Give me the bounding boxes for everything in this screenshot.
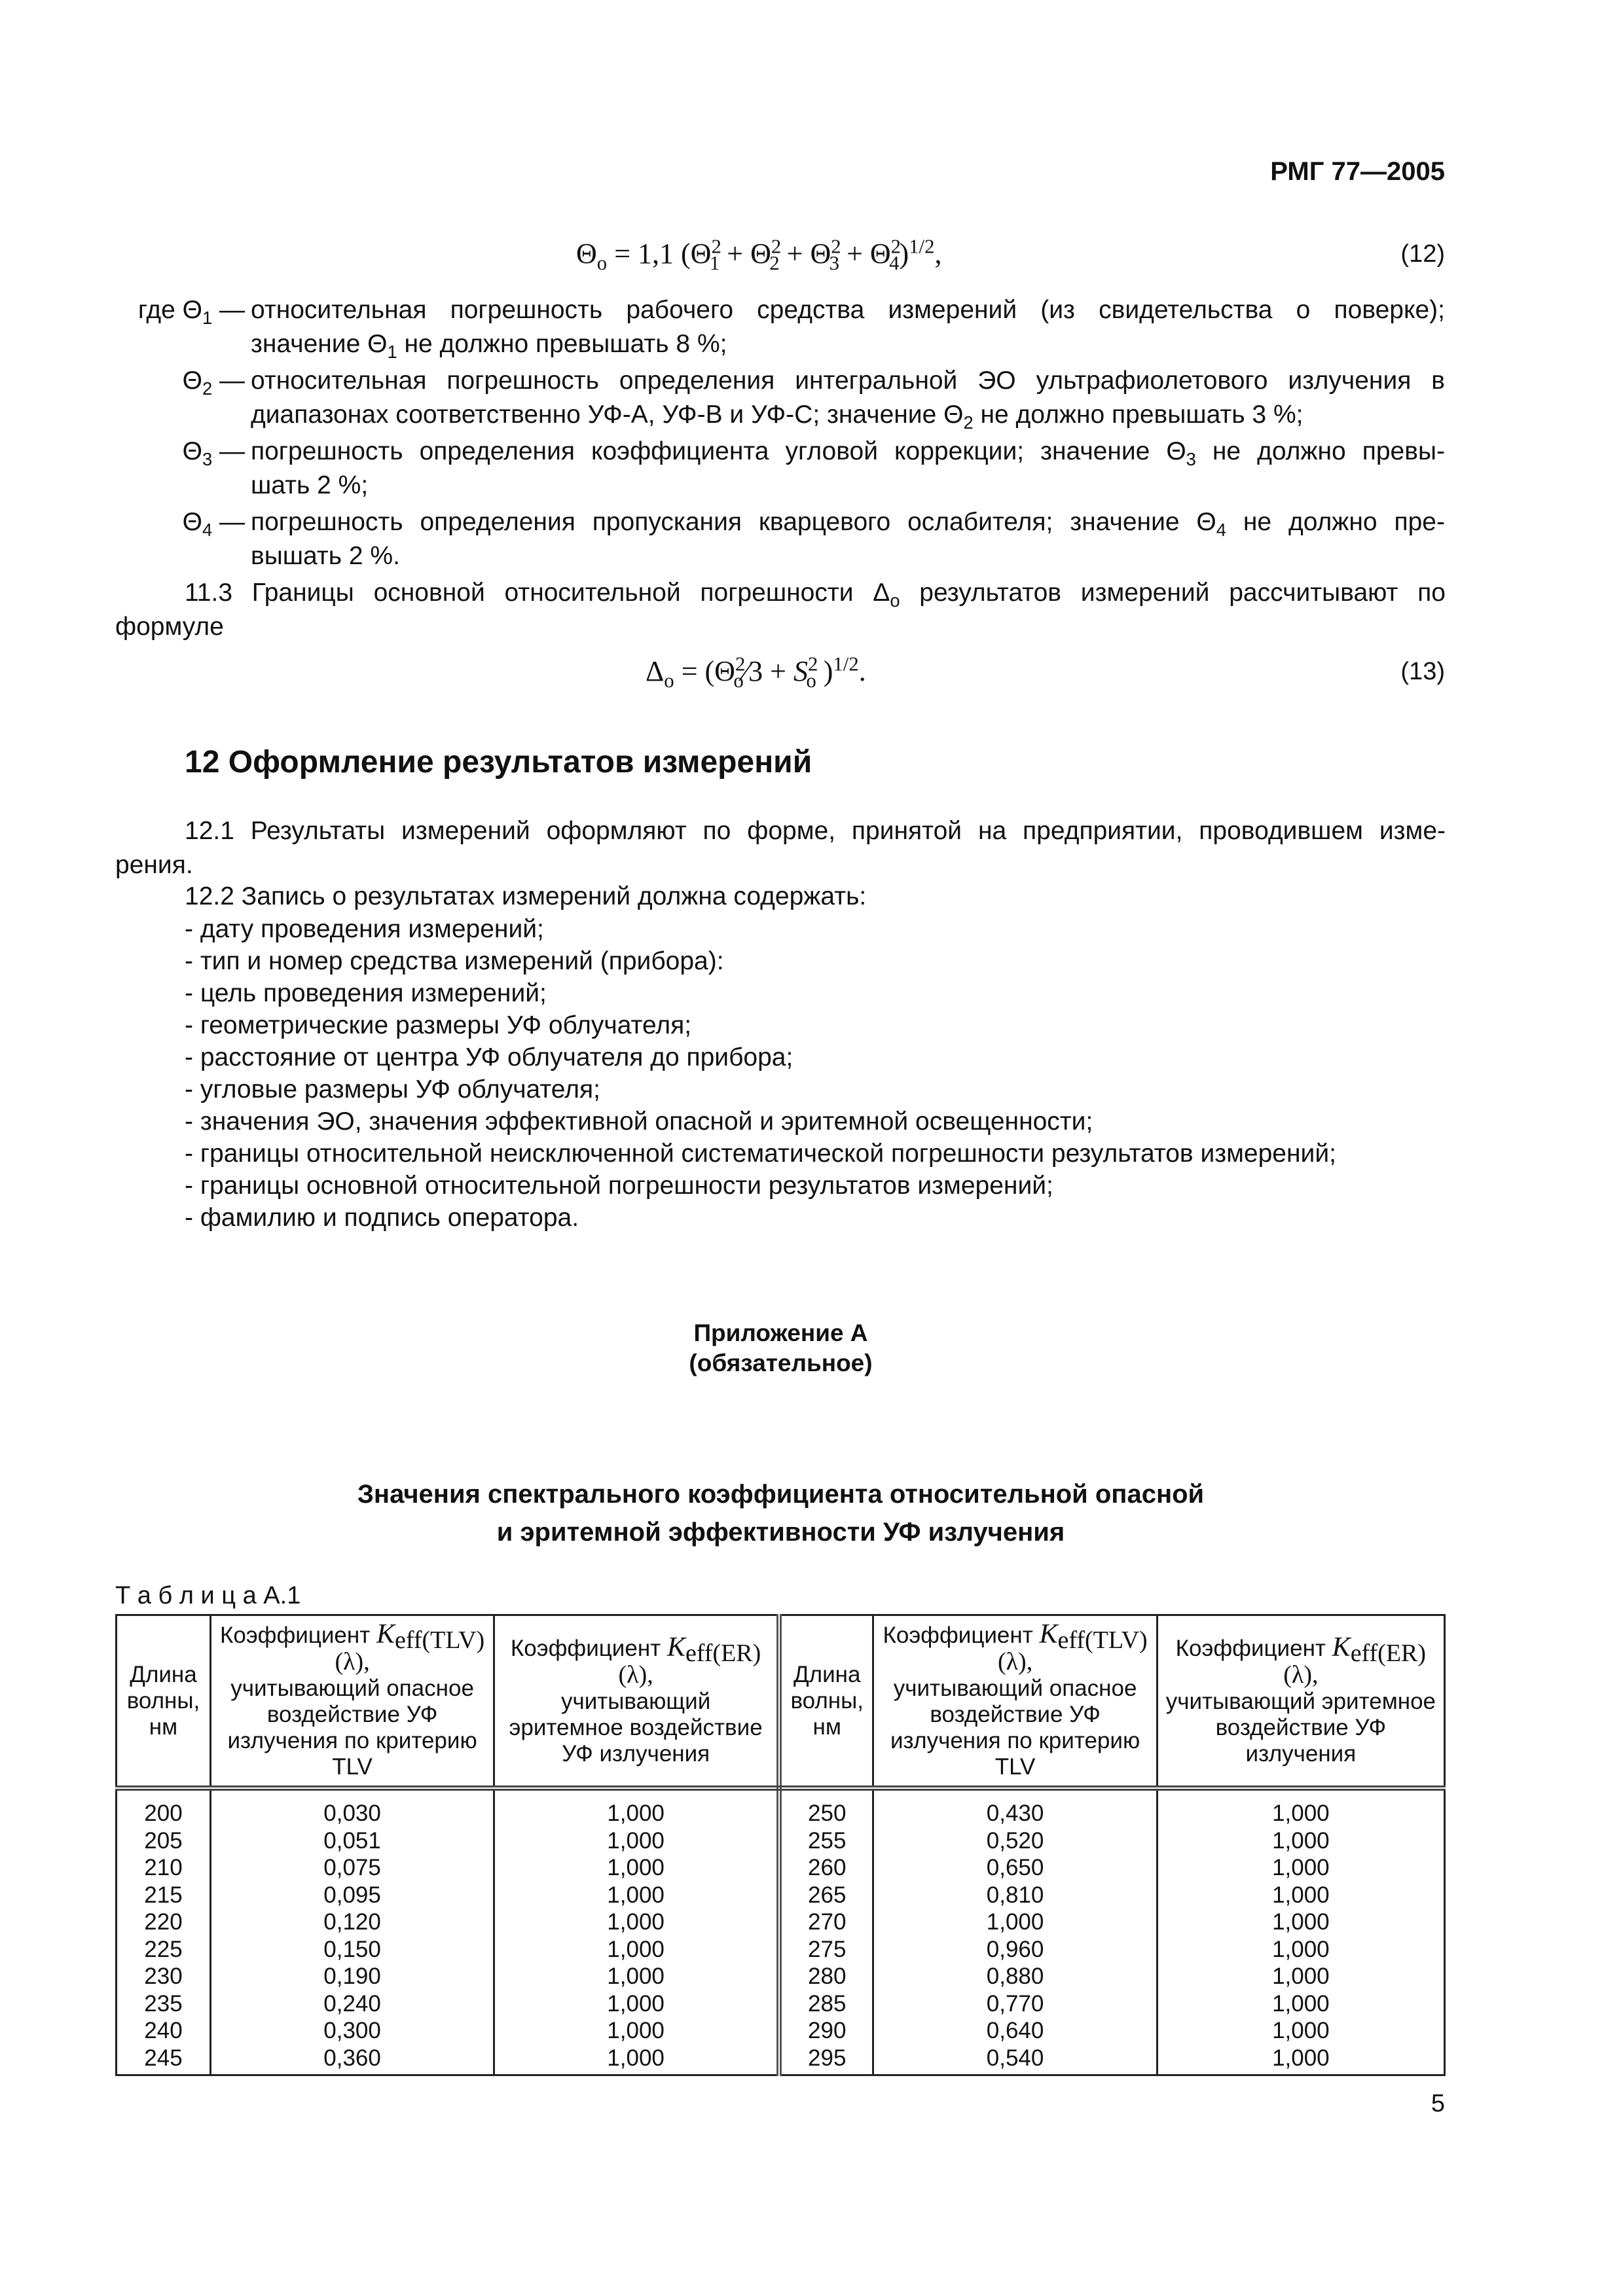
table-cell: 1,000 xyxy=(494,1827,779,1855)
table-cell: 210 xyxy=(117,1854,211,1882)
table-row xyxy=(117,1936,1445,1964)
table-cell: 1,000 xyxy=(1157,1788,1444,1827)
table-row xyxy=(117,1827,1445,1855)
table-cell: 0,650 xyxy=(873,1854,1157,1882)
table-cell: 240 xyxy=(117,2017,211,2045)
table-row xyxy=(117,1788,1445,1827)
header-k-tlv: Коэффициент $K_{eff(TLV)}$ (λ), учитывающий опасное воздействие УФ излучения по критерию TLV xyxy=(210,1615,494,1789)
table-row xyxy=(117,1909,1445,1936)
list-item: - значения ЭО, значения эффективной опасной и эритемной освещенности; xyxy=(185,1107,1093,1136)
appendix-title: Приложение А xyxy=(693,1319,868,1346)
table-cell: 275 xyxy=(779,1936,873,1964)
table-cell: 215 xyxy=(117,1882,211,1909)
table-cell: 1,000 xyxy=(494,1909,779,1936)
header-wavelength: Длина волны, нм xyxy=(779,1615,873,1789)
table-cell: 1,000 xyxy=(494,1990,779,2018)
table-cell: 285 xyxy=(779,1990,873,2018)
table-cell: 1,000 xyxy=(494,1788,779,1827)
list-item: - цель проведения измерений; xyxy=(185,979,547,1007)
header-wavelength: Длина волны, нм xyxy=(117,1615,211,1789)
appendix-heading-line-1: Значения спектрального коэффициента относительной опасной xyxy=(357,1480,1205,1509)
table-cell: 1,000 xyxy=(1157,1990,1444,2018)
table-cell: 0,360 xyxy=(210,2045,494,2075)
appendix-heading-line-2: и эритемной эффективности УФ излучения xyxy=(496,1518,1065,1547)
document-code: РМГ 77—2005 xyxy=(1270,157,1445,186)
table-cell: 1,000 xyxy=(494,1854,779,1882)
table-cell: 1,000 xyxy=(1157,1854,1444,1882)
table-cell: 1,000 xyxy=(494,2045,779,2075)
list-item: - дату проведения измерений; xyxy=(185,915,544,943)
table-cell: 1,000 xyxy=(1157,2017,1444,2045)
table-row xyxy=(117,1990,1445,2018)
table-cell: 0,640 xyxy=(873,2017,1157,2045)
table-cell: 0,095 xyxy=(210,1882,494,1909)
table-cell: 270 xyxy=(779,1909,873,1936)
paragraph-12-1: 12.1 Результаты измерений оформляют по форме, принятой на предприятии, проводившем изме- рения. xyxy=(115,817,1446,879)
table-cell: 0,430 xyxy=(873,1788,1157,1827)
table-row xyxy=(117,2017,1445,2045)
table-cell: 0,300 xyxy=(210,2017,494,2045)
definition-text: относительная погрешность определения интегральной ЭО ультрафиолетового излучения в диапазонах соответственно УФ-А, УФ-В и УФ-С; значение $\Theta_2$ не должно превышать 3 %; xyxy=(251,367,1445,433)
table-cell: 255 xyxy=(779,1827,873,1855)
table-cell: 205 xyxy=(117,1827,211,1855)
table-cell: 290 xyxy=(779,2017,873,2045)
table-row xyxy=(117,1963,1445,1990)
table-cell: 1,000 xyxy=(494,1936,779,1964)
paragraph-11-3: 11.3 Границы основной относительной погрешности $\Delta_о$ результатов измерений рассчитывают по формуле xyxy=(115,579,1446,641)
header-k-er: Коэффициент $K_{eff(ER)}$ (λ), учитывающий эритемное воздействие УФ излучения xyxy=(1157,1615,1444,1789)
section-title: 12 Оформление результатов измерений xyxy=(185,745,812,780)
table-body xyxy=(117,1788,1445,2075)
table-cell: 1,000 xyxy=(494,1882,779,1909)
list-item: - границы относительной неисключенной систематической погрешности результатов измерений; xyxy=(185,1139,1336,1168)
table-cell: 0,520 xyxy=(873,1827,1157,1855)
table-cell: 230 xyxy=(117,1963,211,1990)
table-cell: 0,120 xyxy=(210,1909,494,1936)
table-cell: 0,190 xyxy=(210,1963,494,1990)
table-cell: 235 xyxy=(117,1990,211,2018)
table-cell: 1,000 xyxy=(1157,1882,1444,1909)
table-cell: 1,000 xyxy=(1157,2045,1444,2075)
table-row xyxy=(117,1882,1445,1909)
table-row xyxy=(117,1854,1445,1882)
list-item: - границы основной относительной погрешности результатов измерений; xyxy=(185,1172,1053,1200)
table-a1 xyxy=(115,1614,1446,2076)
list-item: - геометрические размеры УФ облучателя; xyxy=(185,1011,692,1039)
table-header-row xyxy=(117,1615,1445,1789)
equation-13: $\Delta_о$ = ($\Theta^2_о⁄3 + S^2_о$ )$^{1/2}$. xyxy=(646,653,866,692)
table-cell: 0,075 xyxy=(210,1854,494,1882)
definition-symbol: $\Theta_4$ — xyxy=(182,508,245,540)
definition-symbol: $\Theta_3$ — xyxy=(182,437,245,469)
table-cell: 245 xyxy=(117,2045,211,2075)
table-cell: 0,240 xyxy=(210,1990,494,2018)
table-cell: 1,000 xyxy=(1157,1963,1444,1990)
table-cell: 0,150 xyxy=(210,1936,494,1964)
header-k-er: Коэффициент $K_{eff(ER)}$ (λ), учитывающий эритемное воздействие УФ излучения xyxy=(494,1615,779,1789)
table-cell: 1,000 xyxy=(494,1963,779,1990)
appendix-status: (обязательное) xyxy=(689,1350,873,1376)
page-number: 5 xyxy=(1431,2090,1445,2117)
equation-13-number: (13) xyxy=(1400,658,1445,685)
table-cell: 0,880 xyxy=(873,1963,1157,1990)
equation-12: $\Theta_о = 1,1$ $(\Theta^2_1 + \Theta^2_2 + \Theta^2_3 + \Theta^2_4)^{1/2}$, xyxy=(576,235,942,274)
table-cell: 225 xyxy=(117,1936,211,1964)
table-cell: 1,000 xyxy=(494,2017,779,2045)
equation-12-number: (12) xyxy=(1400,240,1445,268)
definition-text: относительная погрешность рабочего средства измерений (из свидетельства о поверке); значение $\Theta_1$ не должно превышать 8 %; xyxy=(251,296,1445,362)
definition-text: погрешность определения коэффициента угловой коррекции; значение $\Theta_3$ не должно превы- шать 2 %; xyxy=(251,437,1445,499)
table-cell: 1,000 xyxy=(1157,1909,1444,1936)
list-item: - фамилию и подпись оператора. xyxy=(185,1204,579,1232)
table-cell: 265 xyxy=(779,1882,873,1909)
table-cell: 1,000 xyxy=(1157,1827,1444,1855)
table-cell: 0,030 xyxy=(210,1788,494,1827)
table-cell: 0,770 xyxy=(873,1990,1157,2018)
table-cell: 1,000 xyxy=(1157,1936,1444,1964)
table-cell: 0,810 xyxy=(873,1882,1157,1909)
table-cell: 250 xyxy=(779,1788,873,1827)
definition-symbol: $\Theta_2$ — xyxy=(182,367,245,399)
table-cell: 200 xyxy=(117,1788,211,1827)
definition-symbol: где $\Theta_1$ — xyxy=(137,296,245,328)
definition-text: погрешность определения пропускания кварцевого ослабителя; значение $\Theta_4$ не должно пре- вышать 2 %. xyxy=(251,508,1445,570)
table-label: Т а б л и ц а А.1 xyxy=(115,1582,301,1609)
table-row xyxy=(117,2045,1445,2075)
list-item: - тип и номер средства измерений (прибора): xyxy=(185,947,724,975)
paragraph-12-2: 12.2 Запись о результатах измерений должна содержать: xyxy=(185,882,867,910)
table-cell: 280 xyxy=(779,1963,873,1990)
list-item: - расстояние от центра УФ облучателя до прибора; xyxy=(185,1043,793,1071)
list-item: - угловые размеры УФ облучателя; xyxy=(185,1075,600,1103)
table-cell: 0,540 xyxy=(873,2045,1157,2075)
table-cell: 0,960 xyxy=(873,1936,1157,1964)
table-cell: 0,051 xyxy=(210,1827,494,1855)
table-cell: 220 xyxy=(117,1909,211,1936)
table-cell: 295 xyxy=(779,2045,873,2075)
header-k-tlv: Коэффициент $K_{eff(TLV)}$ (λ), учитывающий опасное воздействие УФ излучения по критерию TLV xyxy=(873,1615,1157,1789)
table-cell: 260 xyxy=(779,1854,873,1882)
table-cell: 1,000 xyxy=(873,1909,1157,1936)
